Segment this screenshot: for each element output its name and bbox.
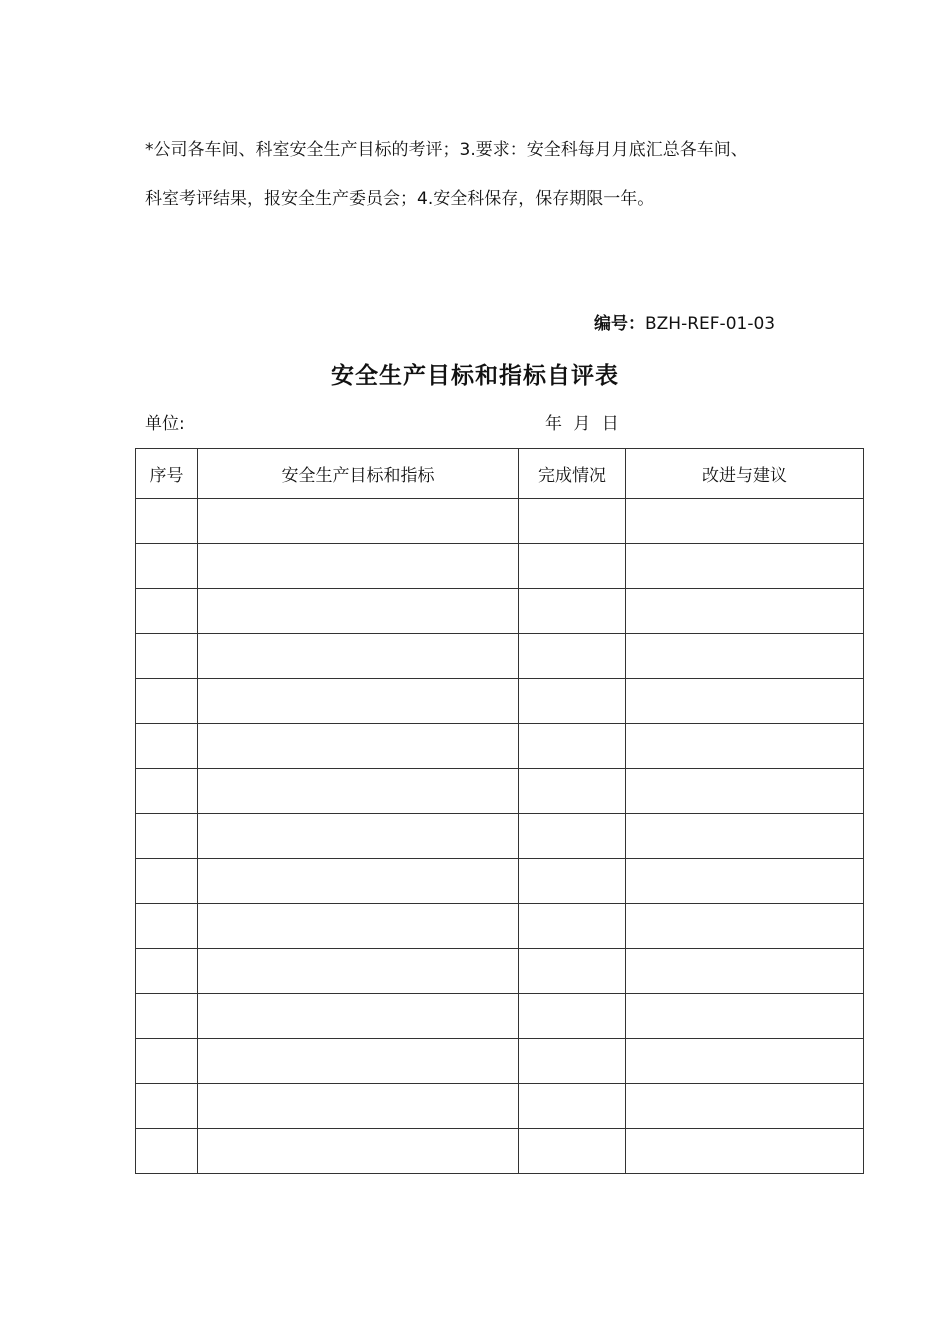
document-number [594, 312, 775, 336]
page-title: 安全生产目标和指标自评表 [331, 363, 619, 389]
cell-completion-status[interactable] [519, 634, 626, 679]
unit-label: 单位: [145, 414, 185, 434]
table-row [136, 1129, 864, 1174]
cell-completion-status[interactable] [519, 724, 626, 769]
table-row [136, 589, 864, 634]
cell-serial-number[interactable] [136, 769, 198, 814]
cell-improvement-suggestion[interactable] [626, 769, 864, 814]
document-number-value: BZH-REF-01-03 [645, 314, 776, 334]
cell-serial-number[interactable] [136, 634, 198, 679]
table-row [136, 1039, 864, 1084]
header-serial-number: 序号 [136, 449, 198, 499]
cell-completion-status[interactable] [519, 814, 626, 859]
self-evaluation-table [135, 448, 864, 1174]
cell-improvement-suggestion[interactable] [626, 634, 864, 679]
table-row [136, 679, 864, 724]
cell-serial-number[interactable] [136, 1039, 198, 1084]
table-body [136, 499, 864, 1174]
table-row [136, 904, 864, 949]
cell-serial-number[interactable] [136, 1084, 198, 1129]
cell-improvement-suggestion[interactable] [626, 1129, 864, 1174]
cell-improvement-suggestion[interactable] [626, 724, 864, 769]
cell-completion-status[interactable] [519, 994, 626, 1039]
cell-goal-and-indicator[interactable] [198, 589, 519, 634]
cell-completion-status[interactable] [519, 1039, 626, 1084]
cell-goal-and-indicator[interactable] [198, 499, 519, 544]
header-goal-and-indicator: 安全生产目标和指标 [198, 449, 519, 499]
cell-serial-number[interactable] [136, 859, 198, 904]
cell-goal-and-indicator[interactable] [198, 859, 519, 904]
cell-goal-and-indicator[interactable] [198, 949, 519, 994]
cell-serial-number[interactable] [136, 904, 198, 949]
cell-goal-and-indicator[interactable] [198, 994, 519, 1039]
cell-completion-status[interactable] [519, 679, 626, 724]
cell-goal-and-indicator[interactable] [198, 679, 519, 724]
table-row [136, 499, 864, 544]
cell-completion-status[interactable] [519, 589, 626, 634]
cell-goal-and-indicator[interactable] [198, 634, 519, 679]
table-row [136, 544, 864, 589]
cell-serial-number[interactable] [136, 724, 198, 769]
cell-goal-and-indicator[interactable] [198, 724, 519, 769]
cell-improvement-suggestion[interactable] [626, 499, 864, 544]
table-row [136, 859, 864, 904]
header-completion-status: 完成情况 [519, 449, 626, 499]
cell-goal-and-indicator[interactable] [198, 1129, 519, 1174]
cell-completion-status[interactable] [519, 904, 626, 949]
cell-serial-number[interactable] [136, 814, 198, 859]
cell-serial-number[interactable] [136, 1129, 198, 1174]
table-row [136, 769, 864, 814]
cell-serial-number[interactable] [136, 499, 198, 544]
cell-completion-status[interactable] [519, 769, 626, 814]
table-row [136, 724, 864, 769]
cell-completion-status[interactable] [519, 1084, 626, 1129]
cell-improvement-suggestion[interactable] [626, 1084, 864, 1129]
cell-completion-status[interactable] [519, 949, 626, 994]
intro-line-1: *公司各车间、科室安全生产目标的考评；3.要求：安全科每月月底汇总各车间、 [145, 140, 748, 160]
cell-completion-status[interactable] [519, 859, 626, 904]
cell-improvement-suggestion[interactable] [626, 859, 864, 904]
cell-completion-status[interactable] [519, 1129, 626, 1174]
cell-completion-status[interactable] [519, 544, 626, 589]
table-row [136, 1084, 864, 1129]
cell-improvement-suggestion[interactable] [626, 589, 864, 634]
cell-goal-and-indicator[interactable] [198, 1084, 519, 1129]
cell-improvement-suggestion[interactable] [626, 994, 864, 1039]
cell-improvement-suggestion[interactable] [626, 904, 864, 949]
cell-goal-and-indicator[interactable] [198, 769, 519, 814]
cell-serial-number[interactable] [136, 589, 198, 634]
cell-goal-and-indicator[interactable] [198, 904, 519, 949]
table-row [136, 814, 864, 859]
table-row [136, 634, 864, 679]
cell-improvement-suggestion[interactable] [626, 814, 864, 859]
table-header-row [136, 449, 864, 499]
intro-line-2: 科室考评结果，报安全生产委员会；4.安全科保存，保存期限一年。 [145, 189, 655, 209]
cell-serial-number[interactable] [136, 994, 198, 1039]
cell-completion-status[interactable] [519, 499, 626, 544]
header-improvement-suggestion: 改进与建议 [626, 449, 864, 499]
document-number-label: 编号： [594, 314, 645, 334]
cell-improvement-suggestion[interactable] [626, 949, 864, 994]
cell-goal-and-indicator[interactable] [198, 814, 519, 859]
cell-goal-and-indicator[interactable] [198, 544, 519, 589]
cell-serial-number[interactable] [136, 544, 198, 589]
cell-improvement-suggestion[interactable] [626, 679, 864, 724]
cell-improvement-suggestion[interactable] [626, 1039, 864, 1084]
cell-serial-number[interactable] [136, 949, 198, 994]
table-row [136, 994, 864, 1039]
table-row [136, 949, 864, 994]
date-label: 年 月 日 [545, 414, 619, 434]
cell-serial-number[interactable] [136, 679, 198, 724]
cell-goal-and-indicator[interactable] [198, 1039, 519, 1084]
cell-improvement-suggestion[interactable] [626, 544, 864, 589]
